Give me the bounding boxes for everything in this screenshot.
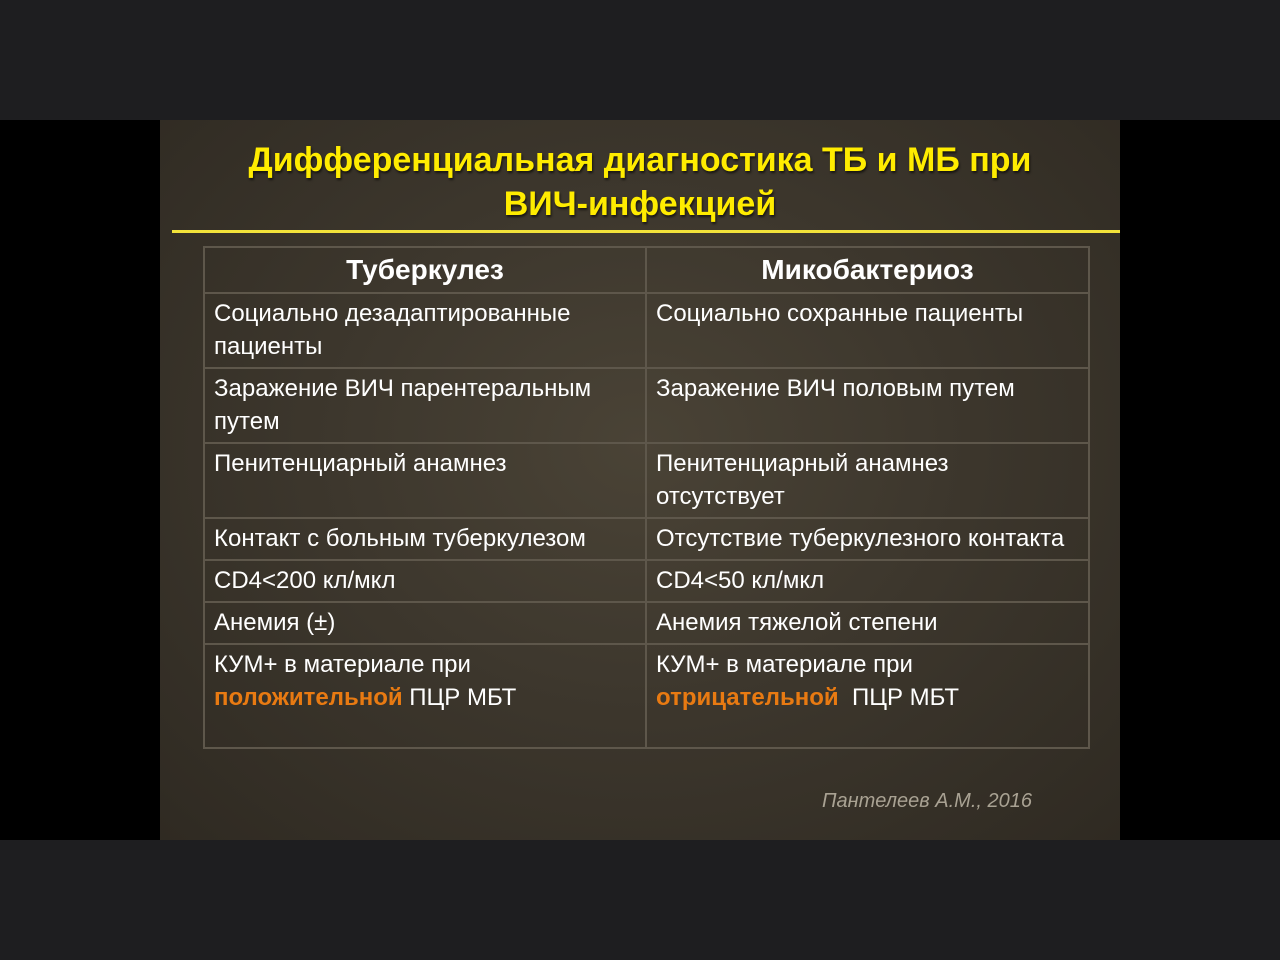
title-line-2: ВИЧ-инфекцией bbox=[503, 185, 777, 223]
header-tuberculosis: Туберкулез bbox=[204, 247, 646, 293]
cell-tb: Анемия (±) bbox=[204, 602, 646, 644]
cell-text: ПЦР МБТ bbox=[838, 684, 959, 711]
author-credit: Пантелеев А.М., 2016 bbox=[822, 790, 1032, 812]
cell-mb: Отсутствие туберкулезного контакта bbox=[646, 518, 1089, 560]
cell-text: КУМ+ в материале при bbox=[656, 651, 913, 678]
cell-tb: Пенитенциарный анамнез bbox=[204, 443, 646, 518]
table-row bbox=[204, 644, 1089, 748]
cell-tb: Социально дезадаптированные пациенты bbox=[204, 293, 646, 368]
bottom-letterbox bbox=[0, 840, 1280, 960]
table-row bbox=[204, 602, 1089, 644]
cell-mb bbox=[646, 644, 1089, 748]
title-underline bbox=[172, 230, 1120, 233]
cell-tb: CD4<200 кл/мкл bbox=[204, 560, 646, 602]
table-header-row bbox=[204, 247, 1089, 293]
highlight-negative: отрицательной bbox=[656, 684, 839, 711]
cell-mb: Социально сохранные пациенты bbox=[646, 293, 1089, 368]
cell-text: ПЦР МБТ bbox=[402, 684, 517, 711]
presentation-stage bbox=[0, 120, 1280, 840]
cell-mb: Анемия тяжелой степени bbox=[646, 602, 1089, 644]
table-row bbox=[204, 560, 1089, 602]
cell-tb: Контакт с больным туберкулезом bbox=[204, 518, 646, 560]
cell-tb: Заражение ВИЧ парентеральным путем bbox=[204, 368, 646, 443]
table-row bbox=[204, 443, 1089, 518]
table-row bbox=[204, 518, 1089, 560]
slide bbox=[160, 120, 1120, 840]
header-mycobacteriosis: Микобактериоз bbox=[646, 247, 1089, 293]
cell-tb bbox=[204, 644, 646, 748]
cell-mb: CD4<50 кл/мкл bbox=[646, 560, 1089, 602]
slide-title bbox=[160, 138, 1120, 226]
top-letterbox bbox=[0, 0, 1280, 120]
cell-text: КУМ+ в материале при bbox=[214, 651, 471, 678]
cell-mb: Пенитенциарный анамнез отсутствует bbox=[646, 443, 1089, 518]
title-line-1: Дифференциальная диагностика ТБ и МБ при bbox=[248, 141, 1032, 179]
table-row bbox=[204, 368, 1089, 443]
comparison-table bbox=[203, 246, 1090, 749]
highlight-positive: положительной bbox=[214, 684, 403, 711]
table-row bbox=[204, 293, 1089, 368]
cell-mb: Заражение ВИЧ половым путем bbox=[646, 368, 1089, 443]
